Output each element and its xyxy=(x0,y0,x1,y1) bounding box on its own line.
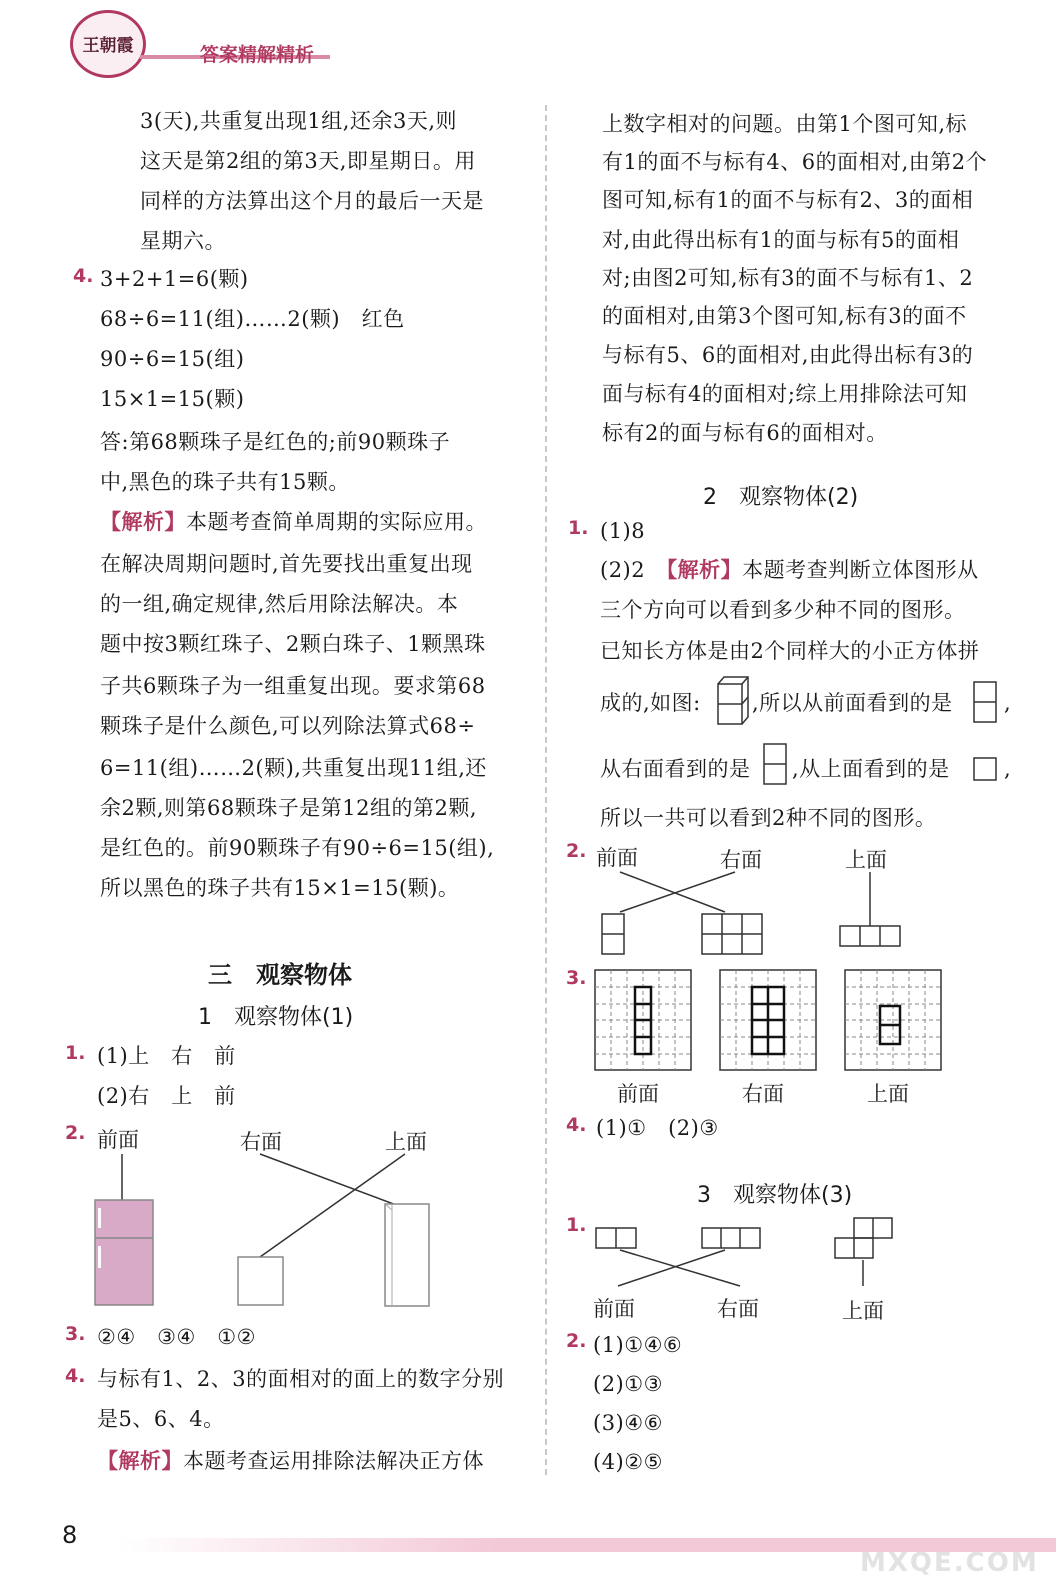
section-title: 3 观察物体(3) xyxy=(697,1183,853,1208)
label-top: 上面 xyxy=(385,1130,427,1154)
matching-figure-1 xyxy=(80,1150,460,1320)
shape-two-squares xyxy=(596,1228,636,1248)
analysis-line: 余2颗,则第68颗珠子是第12组的第2颗, xyxy=(100,796,478,820)
label-front: 前面 xyxy=(593,1297,635,1321)
analysis-line: 6=11(组)……2(颗),共重复出现11组,还 xyxy=(100,756,487,780)
analysis-tag: 【解析】 xyxy=(666,557,743,582)
answer-line: ②④ ③④ ①② xyxy=(97,1325,256,1349)
cuboid-figure xyxy=(714,672,750,728)
answer-line: (1)① (2)③ xyxy=(596,1116,719,1140)
analysis-line: ,从上面看到的是 xyxy=(792,757,950,781)
analysis-tag: 【解析】 xyxy=(97,1448,183,1473)
analysis-line: 成的,如图: xyxy=(600,691,701,715)
section-title: 2 观察物体(2) xyxy=(703,485,859,510)
right-text-line: 对;由图2可知,标有3的面不与标有1、2 xyxy=(602,266,974,290)
calc-line: 90÷6=15(组) xyxy=(100,347,245,371)
analysis-text: 本题考查判断立体图形从 xyxy=(742,558,979,582)
matching-figure-3 xyxy=(590,1214,910,1294)
watermark: MXQE.COM xyxy=(860,1548,1039,1578)
calc-line: 3+2+1=6(颗) xyxy=(100,267,249,291)
grid-right xyxy=(720,970,816,1070)
fridge-side-image xyxy=(238,1257,283,1305)
calc-line: 15×1=15(颗) xyxy=(100,387,245,411)
question-number: 2. xyxy=(566,840,587,862)
label-front: 前面 xyxy=(97,1128,139,1152)
question-number: 1. xyxy=(568,517,589,539)
right-text-line: 对,由此得出标有1的面与标有5的面相 xyxy=(602,228,960,252)
right-text-line: 与标有5、6的面相对,由此得出标有3的 xyxy=(602,343,974,367)
logo xyxy=(70,10,146,78)
answer-line: 答:第68颗珠子是红色的;前90颗珠子 xyxy=(100,430,451,454)
section-title: 1 观察物体(1) xyxy=(198,1005,354,1030)
grid-top xyxy=(845,970,941,1070)
answer-line: (3)④⑥ xyxy=(593,1411,663,1435)
front-view-shape xyxy=(602,914,624,954)
analysis-line: 三个方向可以看到多少种不同的图形。 xyxy=(600,598,966,622)
right-text-line: 标有2的面与标有6的面相对。 xyxy=(602,421,888,445)
question-number: 3. xyxy=(65,1323,86,1345)
fridge-front-image xyxy=(95,1200,153,1305)
right-text-line: 有1的面不与标有4、6的面相对,由第2个 xyxy=(602,150,988,174)
analysis-line: 的一组,确定规律,然后用除法解决。本 xyxy=(100,592,459,616)
grid-front xyxy=(595,970,691,1070)
top-view-shape xyxy=(840,926,900,946)
analysis-line: 题中按3颗红珠子、2颗白珠子、1颗黑珠 xyxy=(100,632,486,656)
answer-line: 与标有1、2、3的面相对的面上的数字分别 xyxy=(97,1367,505,1391)
answer-line xyxy=(600,557,979,583)
left-text-line: 这天是第2组的第3天,即星期日。用 xyxy=(140,149,476,173)
top-view-figure xyxy=(972,756,998,782)
right-text-line: 的面相对,由第3个图可知,标有3的面不 xyxy=(602,304,967,328)
matching-figure-2 xyxy=(590,868,920,958)
answer-text: (2)2 xyxy=(600,558,646,582)
label-top: 上面 xyxy=(867,1082,909,1106)
match-line xyxy=(260,1154,405,1257)
analysis-line: 已知长方体是由2个同样大的小正方体拼 xyxy=(600,639,980,663)
analysis-line: , xyxy=(1004,691,1012,715)
right-text-line: 面与标有4的面相对;综上用排除法可知 xyxy=(602,382,968,406)
right-view-shape xyxy=(702,914,762,954)
analysis-line: 颗珠子是什么颜色,可以列除法算式68÷ xyxy=(100,714,476,738)
grid-figures xyxy=(590,968,950,1074)
shape-three-squares xyxy=(702,1228,760,1248)
analysis-text: 本题考查简单周期的实际应用。 xyxy=(186,510,487,534)
analysis-line xyxy=(97,1448,484,1474)
column-divider xyxy=(545,105,547,1475)
answer-line: (1)①④⑥ xyxy=(593,1333,683,1357)
label-front: 前面 xyxy=(617,1082,659,1106)
unit-title: 三 观察物体 xyxy=(208,961,352,989)
label-top: 上面 xyxy=(842,1299,884,1323)
label-right: 右面 xyxy=(240,1130,282,1154)
shape-step xyxy=(835,1218,892,1258)
question-number: 2. xyxy=(566,1330,587,1352)
question-number: 4. xyxy=(65,1365,86,1387)
front-view-figure xyxy=(972,680,1000,726)
analysis-line: , xyxy=(1004,757,1012,781)
question-number: 1. xyxy=(65,1042,86,1064)
answer-line: 中,黑色的珠子共有15颗。 xyxy=(100,470,350,494)
answer-line: 是5、6、4。 xyxy=(97,1407,225,1431)
fridge-top-image xyxy=(385,1204,429,1306)
analysis-line: 所以黑色的珠子共有15×1=15(颗)。 xyxy=(100,876,460,900)
analysis-line: 是红色的。前90颗珠子有90÷6=15(组), xyxy=(100,836,495,860)
right-text-line: 图可知,标有1的面不与标有2、3的面相 xyxy=(602,188,974,212)
analysis-line: 所以一共可以看到2种不同的图形。 xyxy=(600,806,937,830)
label-right: 右面 xyxy=(717,1297,759,1321)
label-front: 前面 xyxy=(596,846,638,870)
label-right: 右面 xyxy=(742,1082,784,1106)
right-view-figure xyxy=(762,742,790,788)
left-text-line: 3(天),共重复出现1组,还余3天,则 xyxy=(140,109,457,133)
answer-line: (2)右 上 前 xyxy=(97,1084,236,1108)
right-text-line: 上数字相对的问题。由第1个图可知,标 xyxy=(602,112,968,136)
analysis-tag: 【解析】 xyxy=(100,509,186,534)
match-line xyxy=(620,1250,740,1286)
question-number: 2. xyxy=(65,1122,86,1144)
analysis-line: 从右面看到的是 xyxy=(600,757,751,781)
answer-line: (4)②⑤ xyxy=(593,1450,663,1474)
analysis-line: 在解决周期问题时,首先要找出重复出现 xyxy=(100,552,473,576)
question-number: 3. xyxy=(566,967,587,989)
question-number: 1. xyxy=(566,1214,587,1236)
left-text-line: 同样的方法算出这个月的最后一天是 xyxy=(140,189,484,213)
header-title: 答案精解精析 xyxy=(200,44,315,66)
label-top: 上面 xyxy=(845,848,887,872)
calc-line: 68÷6=11(组)……2(颗) 红色 xyxy=(100,307,405,331)
left-text-line: 星期六。 xyxy=(140,229,226,253)
logo-text: 王朝霞 xyxy=(82,36,134,56)
question-number: 4. xyxy=(73,265,94,287)
label-right: 右面 xyxy=(720,848,762,872)
analysis-line: ,所以从前面看到的是 xyxy=(752,691,953,715)
answer-line: (1)上 右 前 xyxy=(97,1044,236,1068)
header xyxy=(0,0,1056,80)
analysis-line: 子共6颗珠子为一组重复出现。要求第68 xyxy=(100,674,486,698)
answer-line: (1)8 xyxy=(600,519,646,543)
analysis-text: 本题考查运用排除法解决正方体 xyxy=(183,1449,484,1473)
match-line xyxy=(618,1250,725,1286)
question-number: 4. xyxy=(566,1114,587,1136)
analysis-first-line xyxy=(100,509,487,535)
page-number: 8 xyxy=(62,1521,78,1549)
answer-line: (2)①③ xyxy=(593,1372,663,1396)
